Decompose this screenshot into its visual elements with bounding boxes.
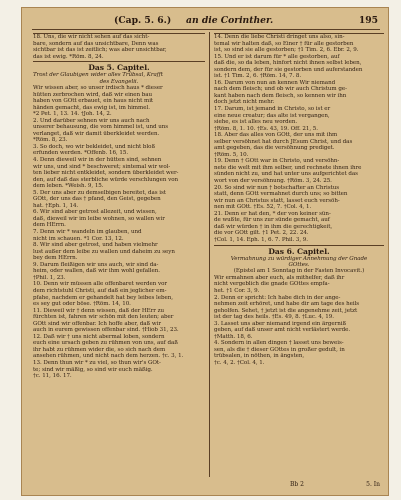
line-text: †Col. 1, 14. Eph. 1, 6. 7. Phil. 3, 9. bbox=[214, 236, 308, 243]
line-text: haben von GOtt erbauet, ein haus nicht mit bbox=[33, 98, 154, 105]
line-text: te; sind wir mäßig, so sind wir euch mäßig. bbox=[33, 366, 153, 373]
page-footer bbox=[22, 481, 388, 491]
line-text: Wir ermahnen aber euch, als mithelfer, daß ihr bbox=[214, 274, 345, 281]
line-text: nicht vergeblich die gnade GOttes empfa- bbox=[214, 281, 330, 288]
text-line bbox=[33, 33, 205, 41]
line-text: 5. Der uns aber zu demselbigen bereitet, das ist bbox=[33, 189, 166, 196]
line-text: auch in eurem gewissen offenbar sind. †Hiob 31, 23. bbox=[33, 327, 179, 334]
text-line bbox=[33, 54, 205, 63]
line-text: †Phil. 1, 23. bbox=[33, 274, 66, 281]
chapter-heading bbox=[214, 247, 384, 256]
line-text: Wir wissen aber, so unser irdisch haus * dieser bbox=[33, 85, 163, 91]
line-text: daß, dieweil wir im leibe wohnen, so wallen wir bbox=[33, 215, 165, 222]
line-text: heim, oder wallen, daß wir ihm wohl gefallen. bbox=[33, 268, 160, 275]
left-text-column bbox=[33, 32, 205, 477]
line-text: Das 6. Capitel. bbox=[268, 246, 330, 256]
line-text: bey dem HErrn. bbox=[33, 255, 78, 262]
line-text: eine neue creatur; das alte ist vergangen, bbox=[214, 112, 330, 119]
line-text: 9. Darum fleißigen wir uns auch, wir sind da- bbox=[33, 261, 159, 268]
line-text: †c. 11, 16. 17. bbox=[33, 373, 72, 380]
line-text: trübsalen, in nöthen, in ängsten, bbox=[214, 353, 305, 360]
line-text: ist der tag des heils. †Es. 49, 8. †Luc. 4, 19. bbox=[214, 314, 334, 321]
line-text: 18. Uns, die wir nicht sehen auf das sicht- bbox=[33, 34, 150, 40]
line-text: 20. So sind wir nun † botschafter an Christus bbox=[214, 184, 340, 191]
line-text: kant haben nach dem fleisch, so kennen wir ihn bbox=[214, 92, 347, 99]
line-text: 15. Und er ist darum für * alle gestorben, auf bbox=[214, 53, 340, 60]
running-header bbox=[36, 14, 380, 30]
line-text: dem leben. *Weish. 9, 15. bbox=[33, 183, 104, 190]
line-text: siehe, es ist alles neu worden. bbox=[214, 119, 298, 126]
text-line bbox=[33, 373, 205, 380]
line-text: GOttes. bbox=[288, 261, 310, 268]
line-text: hat. †Eph. 1, 14. bbox=[33, 202, 79, 209]
line-text: nen mit GOtt. †Es. 52, 7. †Col. 4, 1. bbox=[214, 204, 312, 211]
line-text: es sey gut oder böse. †Röm. 14, 10. bbox=[33, 301, 131, 308]
line-text: temal wir halten daß, so Einer † für alle gestorben bbox=[214, 40, 354, 47]
line-text: 8. Wir sind aber getrost, und haben vielmehr bbox=[33, 242, 158, 249]
line-text: 18. Aber das alles von GOtt, der uns mit ihm bbox=[214, 132, 338, 139]
line-text: 13. Denn thun wir * zu viel, so thun wir's GOt- bbox=[33, 359, 161, 366]
line-text: 2. Und darüber sehnen wir uns auch nach bbox=[33, 117, 150, 124]
line-text: wir nun an Christus statt, lasset euch versöh- bbox=[214, 197, 340, 204]
line-text: Das 5. Capitel. bbox=[88, 63, 150, 73]
line-text: ihr habt zu rühmen wider die, so sich nach dem bbox=[33, 346, 166, 353]
line-text: 21. Denn er hat den, * der von keiner sün- bbox=[214, 210, 331, 217]
line-text: verlanget, daß wir damit überkleidet werden. bbox=[33, 130, 160, 137]
line-text: ten lieber nicht entkleidet, sondern überkleidet wer- bbox=[33, 170, 179, 177]
line-text: des Evangelii. bbox=[99, 78, 139, 85]
line-text: 6. Wir sind aber getrost allezeit, und wissen, bbox=[33, 209, 157, 216]
line-text: daß wir würden † in ihm die gerechtigkeit, bbox=[214, 223, 333, 230]
chapter-heading bbox=[33, 63, 205, 72]
line-text: 19. Denn † GOtt war in Christo, und versöhn- bbox=[214, 158, 340, 165]
line-text: 3. Lasset uns aber niemand irgend ein ärgerniß bbox=[214, 320, 347, 327]
line-text: dem HErrn. bbox=[33, 222, 66, 229]
line-text: †c. 4, 2. †Col. 4, 1. bbox=[214, 359, 265, 366]
line-text: wir uns, und sind * beschweret; sintemal wir wol- bbox=[33, 163, 171, 170]
line-text: wort von der versöhnung. †Röm. 3, 24. 25. bbox=[214, 178, 332, 185]
line-text: 4. Sondern in allen dingen † lasset uns beweis- bbox=[214, 340, 344, 347]
line-text: pfahe, nachdem er gehandelt hat bey leibes leben, bbox=[33, 294, 173, 301]
line-text: ansehen rühmen, und nicht nach dem herzen. †c. 3, 1. bbox=[33, 353, 184, 360]
line-text: 12. Daß wir † uns nicht abermal loben, sondern bbox=[33, 333, 165, 340]
line-text: bare, sondern auf das unsichtbare, Denn was bbox=[33, 40, 159, 47]
line-text: lust außer dem leibe zu wallen und daheim zu seyn bbox=[33, 248, 175, 255]
line-text: nehmen zeit erhöret, und habe dir am tage des heils bbox=[214, 301, 360, 308]
line-text: Trost der Glaubigen wider alles Trübsal, Krafft bbox=[33, 72, 163, 79]
line-text: (Epistel am 1 Sonntag in der Fasten Invocavit.) bbox=[233, 268, 365, 275]
line-text: doch jetzt nicht mehr. bbox=[214, 99, 275, 106]
line-text: *Röm. 8, 23. bbox=[33, 137, 68, 144]
line-text: ist, so sind sie alle gestorben; †1 Tim. 2, 6. Ebr. 2, 9. bbox=[214, 47, 359, 54]
line-text: GOtt, der uns das † pfand, den Geist, gegeben bbox=[33, 196, 161, 203]
line-text: †Röm. 8, 1. 10. †Es. 43, 19. Off. 21, 5. bbox=[214, 125, 318, 132]
text-line bbox=[214, 237, 384, 246]
line-text: das ist ewig. *Röm. 8, 24. bbox=[33, 53, 104, 60]
signature-mark: Bb 2 bbox=[290, 481, 304, 488]
line-text: die vor GOtt gilt. †1 Pet. 2, 22. 24. bbox=[214, 230, 309, 237]
line-text: fürchten ist, fahren wir schön mit den leuten; aber bbox=[33, 314, 174, 321]
line-text: geholfen. Sehet, † jetzt ist die angenehme zeit, jetzt bbox=[214, 307, 358, 314]
line-text: 11. Dieweil wir † denn wissen, daß der HErr zu bbox=[33, 307, 164, 314]
line-text: statt, denn GOtt vermahnet durch uns; so bitten bbox=[214, 191, 348, 198]
column-divider bbox=[209, 32, 210, 477]
header-rule bbox=[32, 29, 380, 30]
line-text: sen, als die † dieser GOttes in großer gedult, in bbox=[214, 346, 345, 353]
line-text: 2. Denn er spricht: Ich habe dich in der ange- bbox=[214, 294, 341, 301]
line-text: Vermahnung zu würdiger Annehmung der Gnade bbox=[230, 255, 368, 262]
chapter-reference: (Cap. 5. 6.) bbox=[114, 15, 172, 26]
line-text: amt gegeben, das die versöhnung prediget. bbox=[214, 145, 335, 152]
line-text: †Matth. 18, 6. bbox=[214, 333, 253, 340]
line-text: selber versöhnet hat durch JEsum Christ, und das bbox=[214, 138, 353, 145]
line-text: de wußte, für uns zur sünde gemacht, auf bbox=[214, 217, 330, 224]
line-text: GOtt sind wir offenbar. Ich hoffe aber, daß wir bbox=[33, 320, 161, 327]
line-text: sünden nicht zu, und hat unter uns aufgerichtet das bbox=[214, 171, 358, 178]
line-text: sichtbar ist das ist zeitlich; was aber unsichtbar, bbox=[33, 47, 167, 54]
line-text: geben, auf daß unser amt nicht verlästert werde. bbox=[214, 327, 351, 334]
line-text: nicht im schauen. *1 Cor. 13, 12. bbox=[33, 235, 124, 242]
line-text: hütten zerbrochen wird, daß wir einen bau bbox=[33, 91, 153, 98]
line-text: *2 Pet. 1, 13. 14. †Joh. 14, 2. bbox=[33, 111, 112, 118]
line-text: 4. Denn dieweil wir in der hütten sind, sehnen bbox=[33, 157, 162, 164]
line-text: den, auf daß das sterbliche würde verschlungen von bbox=[33, 176, 179, 183]
line-text: nete die welt mit ihm selber, und rechnete ihnen ihre bbox=[214, 164, 362, 171]
line-text: 17. Darum, ist jemand in Christo, so ist er bbox=[214, 106, 331, 113]
line-text: 7. Denn wir * wandeln im glauben, und bbox=[33, 229, 142, 236]
running-title: an die Corinther. bbox=[186, 15, 274, 26]
line-text: erfunden werden. *Offenb. 16, 15. bbox=[33, 150, 129, 157]
line-text: 14. Denn die liebe Christi dringet uns also, sin- bbox=[214, 34, 345, 40]
catchword: 5. In bbox=[366, 481, 380, 488]
line-text: ist. †1 Tim. 2, 6. †Röm. 14, 7. 8. bbox=[214, 73, 302, 80]
line-text: daß die, so da leben, hinfort nicht ihnen selbst leben, bbox=[214, 60, 362, 67]
line-text: euch eine ursach geben zu rühmen von uns, auf daß bbox=[33, 340, 178, 347]
line-text: unserer behausung, die vom himmel ist, und uns bbox=[33, 124, 169, 131]
text-line bbox=[214, 33, 384, 41]
line-text: †Röm. 5, 10. bbox=[214, 151, 249, 158]
line-text: 3. So doch, wo wir bekleidet, und nicht bloß bbox=[33, 143, 156, 150]
line-text: händen gemacht, das ewig ist, im himmel. bbox=[33, 104, 150, 111]
line-text: 16. Darum von nun an kennen Wir niemand bbox=[214, 79, 336, 86]
text-line bbox=[214, 360, 384, 367]
line-text: sondern dem, der für sie gestorben und auferstanden bbox=[214, 66, 363, 73]
line-text: dem richtstuhl Christi, auf daß ein jeglicher em- bbox=[33, 287, 167, 294]
line-text: nach dem fleisch; und ob wir auch Christum ge- bbox=[214, 86, 347, 93]
book-page bbox=[22, 8, 388, 495]
right-text-column bbox=[214, 32, 384, 477]
page-number: 195 bbox=[358, 15, 378, 26]
line-text: 10. Denn wir müssen alle offenbaret werden vor bbox=[33, 281, 167, 288]
line-text: het. †1 Cor. 3, 9. bbox=[214, 287, 260, 294]
